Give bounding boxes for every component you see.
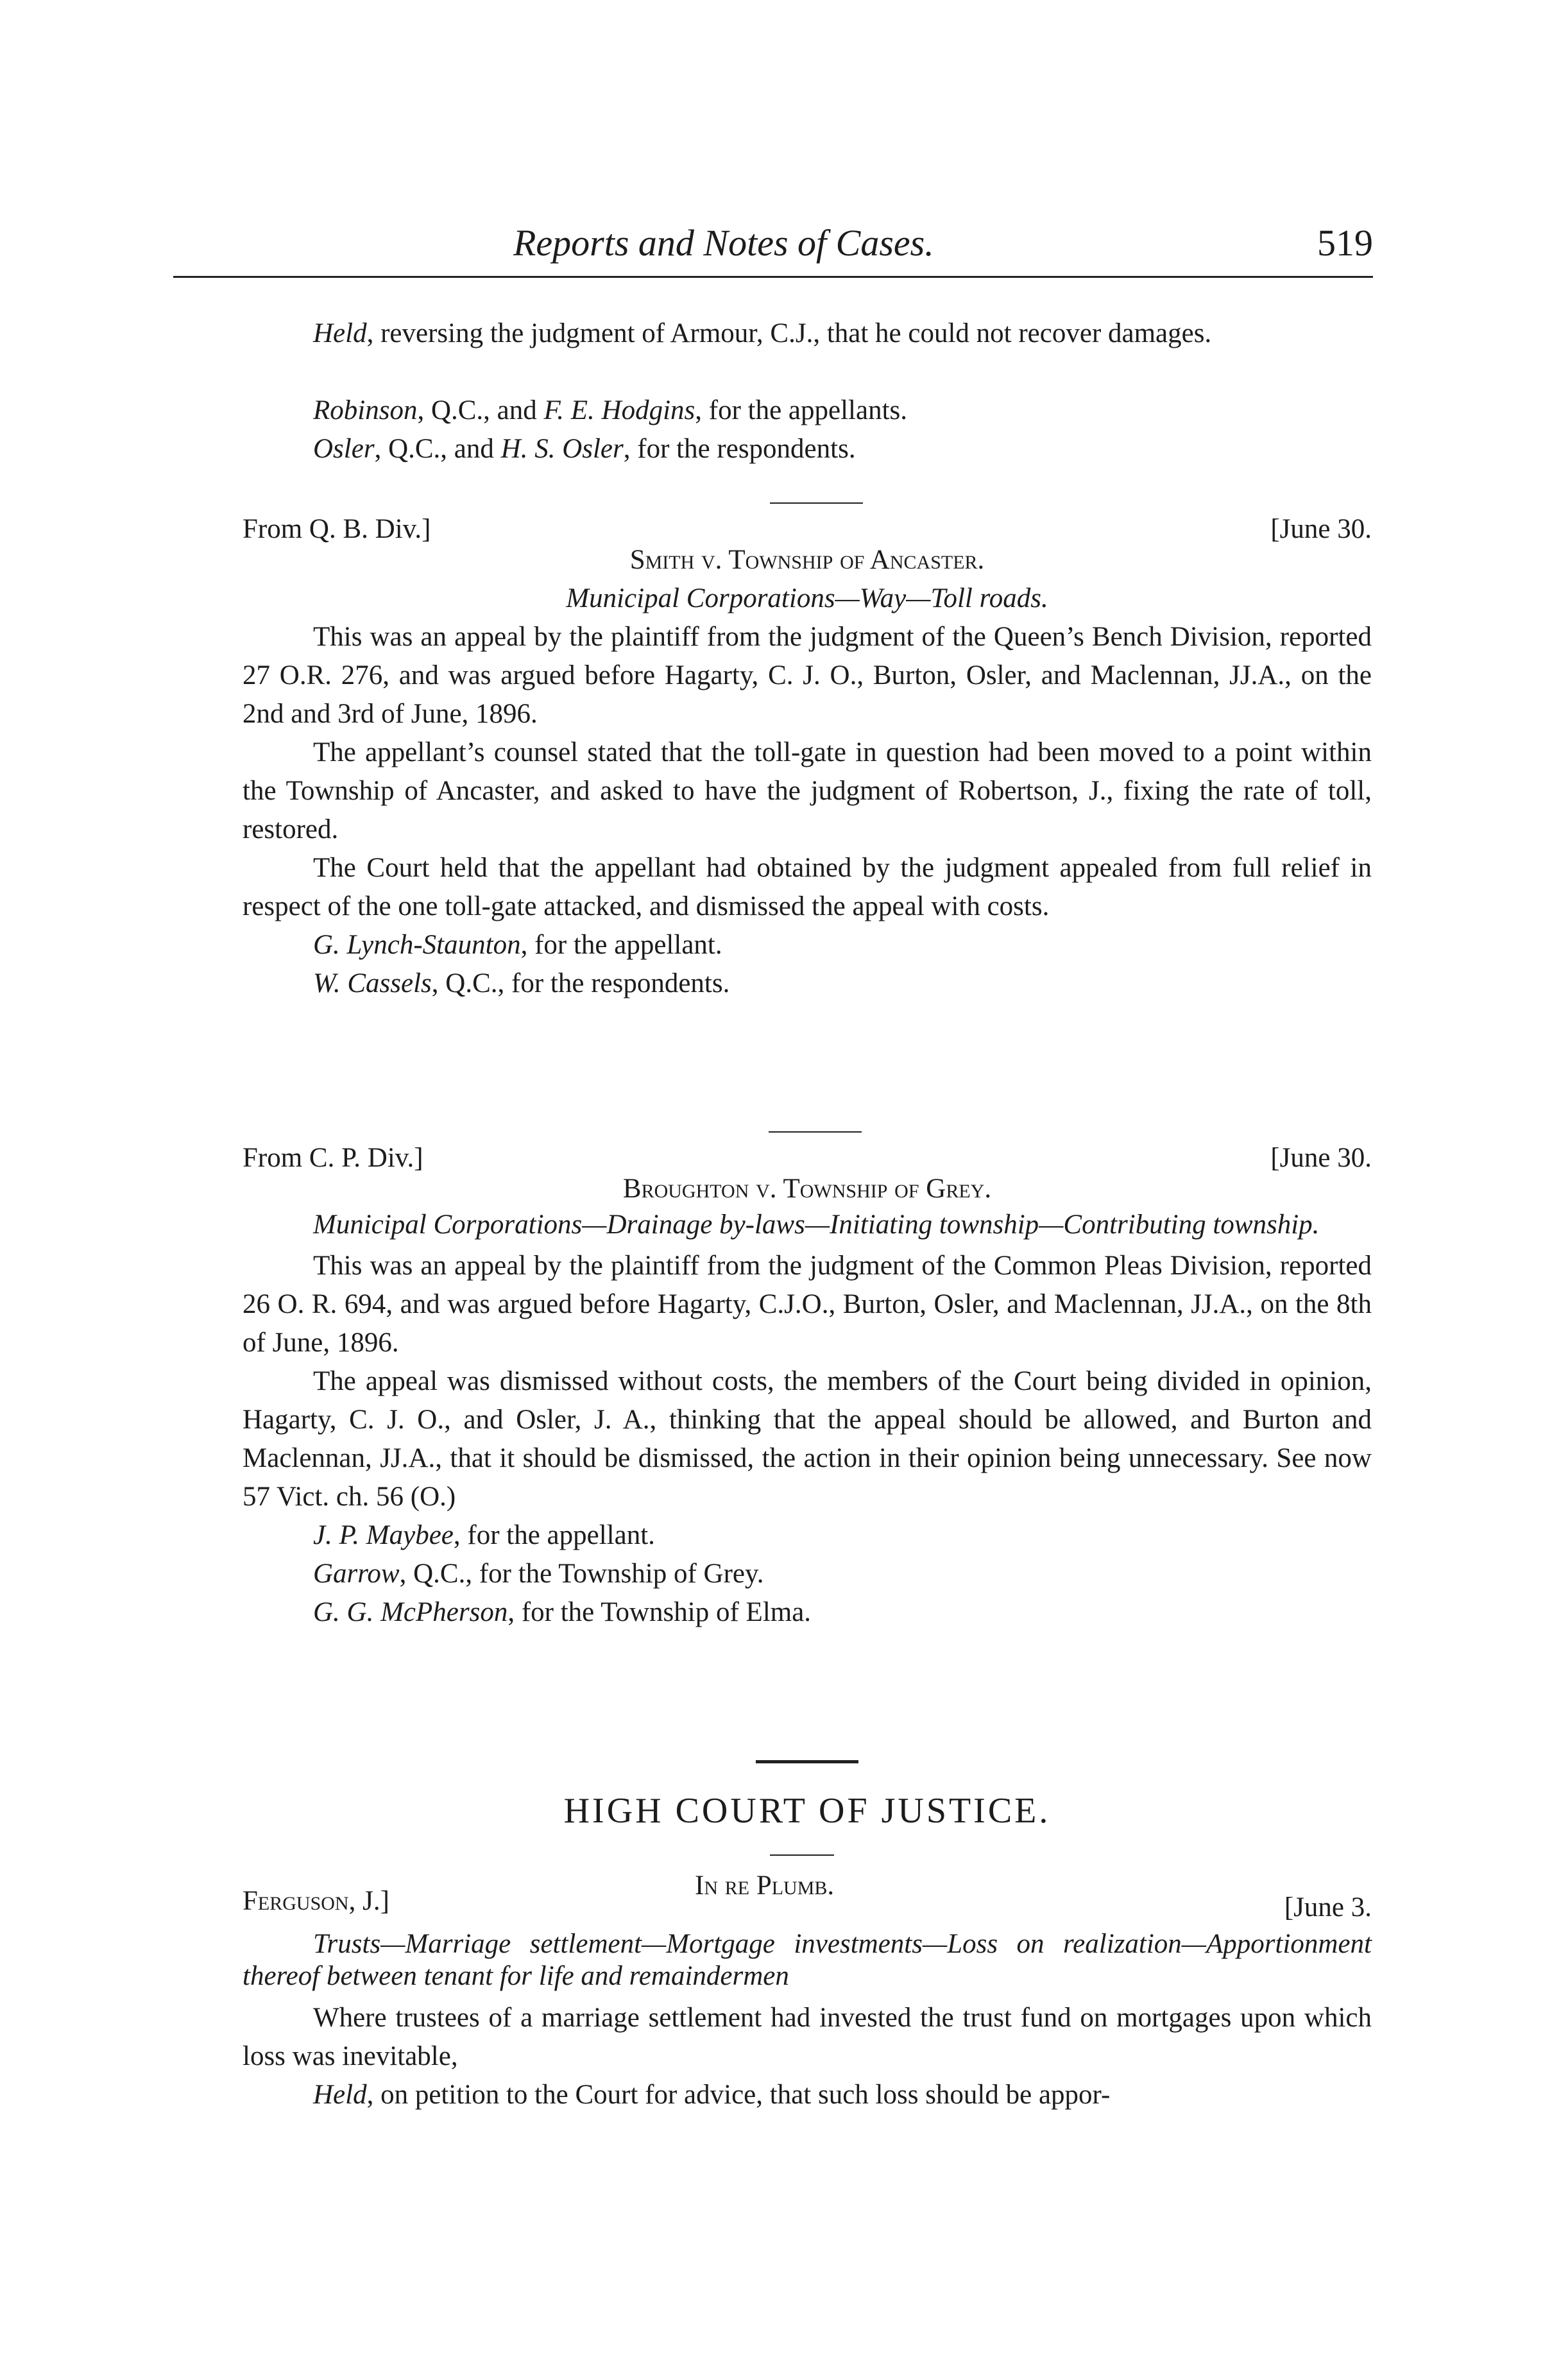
- case-paragraph: The appeal was dismissed without costs, the members of the Court being divided in opinion, Hagarty, C. J. O., and Osler, J. A., thinking that the appeal should be allowed, and Burton and Maclennan, JJ.A., that it should be dismissed, the action in their opinion being unnecessary. See now 57 Vict. ch. 56 (O.): [243, 1366, 1372, 1512]
- counsel-name: W. Cassels: [313, 968, 432, 998]
- section-divider: [756, 1760, 858, 1763]
- counsel-name: G. Lynch-Staunton: [313, 930, 521, 960]
- held-text: , on petition to the Court for advice, that such loss should be appor-: [366, 2080, 1111, 2110]
- page-number: 519: [1317, 222, 1373, 264]
- prev-case-counsel: [243, 391, 1372, 468]
- counsel-name: Garrow: [313, 1559, 400, 1589]
- counsel-role: , Q.C., for the respondents.: [431, 968, 730, 998]
- case-paragraph: The appellant’s counsel stated that the toll-gate in question had been moved to a point within the Township of Ancaster, and asked to have the judgment of Robertson, J., fixing the rate of toll, restored.: [243, 737, 1372, 844]
- case-title: Smith v. Township of Ancaster.: [629, 545, 985, 575]
- counsel-name: Robinson: [313, 395, 418, 425]
- running-title: Reports and Notes of Cases.: [513, 222, 934, 264]
- case-paragraph: This was an appeal by the plaintiff from the judgment of the Common Pleas Division, reported 26 O. R. 694, and was argued before Hagarty, C.J.O., Burton, Osler, and Maclennan, JJ.A., on the 8th of June, 1896.: [243, 1251, 1372, 1358]
- case-subject: Trusts—Marriage settlement—Mortgage investments—Loss on realization—Apportionment thereof between tenant for life and remaindermen: [243, 1929, 1372, 1991]
- counsel-name: Osler: [313, 434, 375, 464]
- header-rule: [173, 276, 1373, 278]
- case-court-from: From Q. B. Div.]: [243, 514, 431, 544]
- case-paragraph: This was an appeal by the plaintiff from the judgment of the Queen’s Bench Division, reported 27 O.R. 276, and was argued before Hagarty, C. J. O., Burton, Osler, and Maclennan, JJ.A., on the 2nd and 3rd of June, 1896.: [243, 622, 1372, 729]
- counsel-role: , for the Township of Elma.: [507, 1597, 812, 1627]
- held-lead: Held: [313, 318, 367, 348]
- section-divider: [770, 502, 863, 504]
- case-subject: Municipal Corporations—Drainage by-laws—Initiating township—Contributing township.: [313, 1210, 1320, 1240]
- case-court-from: From C. P. Div.]: [243, 1143, 423, 1173]
- court-heading: HIGH COURT OF JUSTICE.: [563, 1791, 1051, 1831]
- counsel-name: J. P. Maybee: [313, 1520, 454, 1550]
- case-broughton: [243, 1139, 1372, 1632]
- case-paragraph: Where trustees of a marriage settlement had invested the trust fund on mortgages upon which loss was inevitable,: [243, 2003, 1372, 2071]
- counsel-name: H. S. Osler: [500, 434, 624, 464]
- counsel-mid: , Q.C., and: [374, 434, 501, 464]
- case-date: [June 30.: [1270, 1143, 1372, 1173]
- section-divider: [769, 1131, 862, 1133]
- case-judge: Ferguson, J.]: [243, 1886, 389, 1916]
- counsel-mid: , Q.C., and: [417, 395, 544, 425]
- case-subject: Municipal Corporations—Way—Toll roads.: [566, 583, 1048, 613]
- counsel-name: F. E. Hodgins: [543, 395, 695, 425]
- case-paragraph: The Court held that the appellant had obtained by the judgment appealed from full relief in respect of the one toll-gate attacked, and dismissed the appeal with costs.: [243, 853, 1372, 921]
- counsel-role: , for the respondents.: [623, 434, 856, 464]
- held-lead: Held: [313, 2080, 367, 2110]
- running-header: [173, 221, 1373, 273]
- case-plumb: [243, 1871, 1372, 2114]
- counsel-name: G. G. McPherson: [313, 1597, 508, 1627]
- counsel-role: , Q.C., for the Township of Grey.: [399, 1559, 764, 1589]
- prev-case-held: [243, 314, 1372, 353]
- case-date: [June 3.: [1284, 1892, 1372, 1922]
- counsel-role: , for the appellant.: [453, 1520, 655, 1550]
- counsel-role: , for the appellants.: [695, 395, 908, 425]
- case-date: [June 30.: [1270, 514, 1372, 544]
- section-divider: [770, 1854, 834, 1856]
- held-text: , reversing the judgment of Armour, C.J., that he could not recover damages.: [366, 318, 1212, 348]
- case-smith: [243, 510, 1372, 1003]
- case-title: Broughton v. Township of Grey.: [622, 1174, 992, 1204]
- counsel-role: , for the appellant.: [520, 930, 722, 960]
- case-title: In re Plumb.: [695, 1871, 835, 1901]
